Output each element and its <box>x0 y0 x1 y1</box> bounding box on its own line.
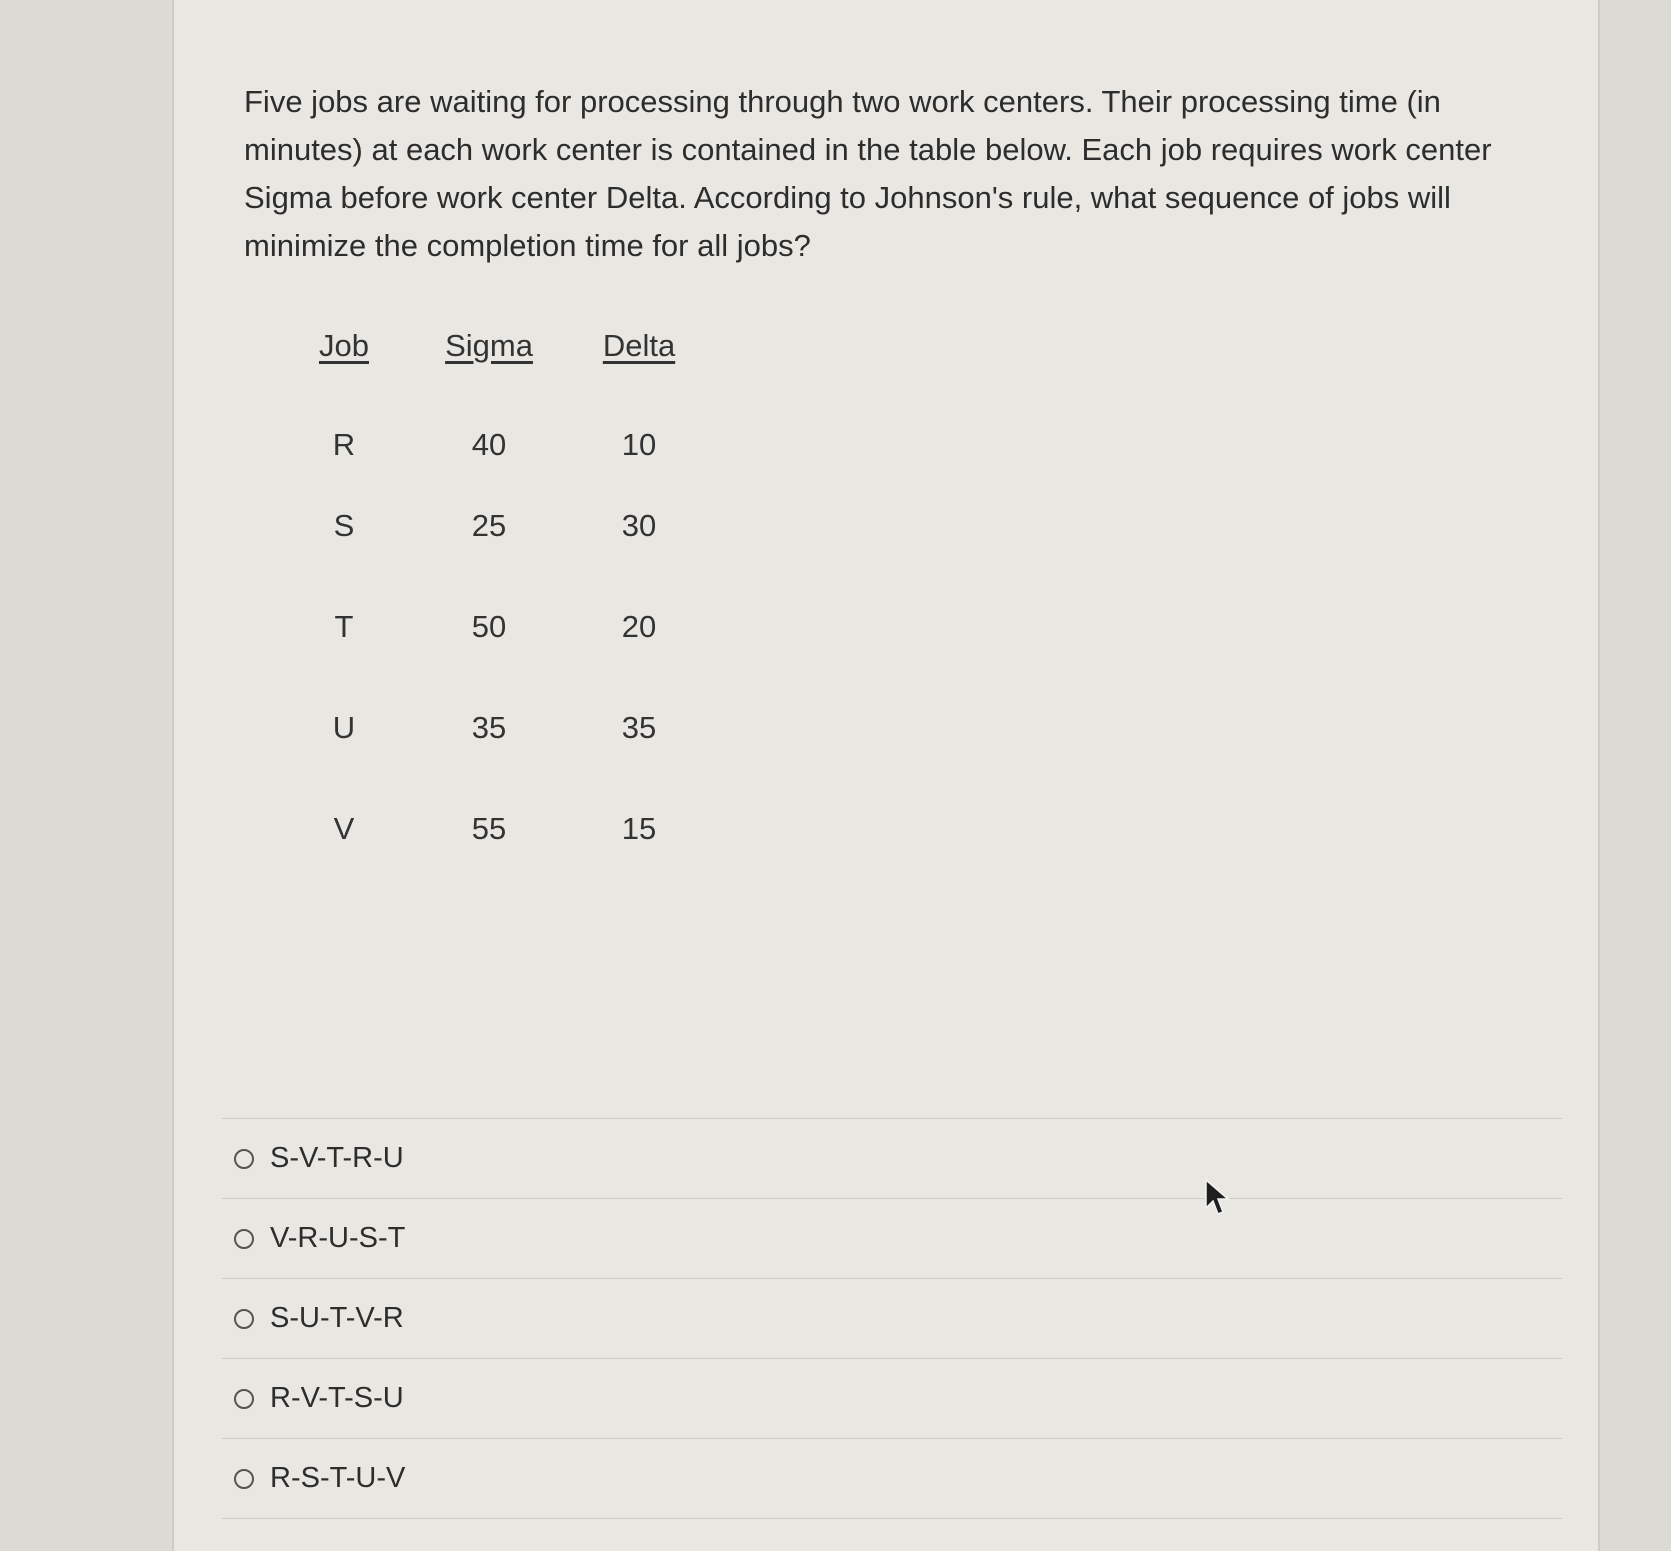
cell-job: S <box>333 507 355 543</box>
cell-delta: 35 <box>621 709 657 745</box>
header-sigma: Sigma <box>445 328 533 363</box>
cell-job: R <box>332 426 356 462</box>
table-row <box>274 374 714 475</box>
option-label: R-S-T-U-V <box>270 1462 406 1494</box>
option-label: S-V-T-R-U <box>270 1142 404 1174</box>
option-label: V-R-U-S-T <box>270 1222 406 1254</box>
cell-job: T <box>334 608 354 644</box>
cell-job: U <box>332 709 356 745</box>
radio-button[interactable] <box>234 1309 254 1329</box>
radio-button[interactable] <box>234 1389 254 1409</box>
option-label: R-V-T-S-U <box>270 1382 404 1414</box>
table-row <box>274 576 714 677</box>
radio-button[interactable] <box>234 1229 254 1249</box>
answer-options <box>222 1118 1562 1519</box>
cell-sigma: 40 <box>471 426 507 462</box>
option-2[interactable] <box>222 1199 1562 1279</box>
header-delta: Delta <box>602 328 676 363</box>
question-panel <box>172 0 1600 1551</box>
table-header-row <box>274 318 714 374</box>
table-row <box>274 677 714 778</box>
table-row <box>274 778 714 879</box>
table-row <box>274 475 714 576</box>
option-5[interactable] <box>222 1439 1562 1519</box>
cell-job: V <box>333 810 355 846</box>
radio-button[interactable] <box>234 1149 254 1169</box>
radio-button[interactable] <box>234 1469 254 1489</box>
header-job: Job <box>319 328 369 363</box>
cell-delta: 10 <box>621 426 657 462</box>
question-text: Five jobs are waiting for processing through two work centers. Their processing time (in minutes) at each work center is contained in the table below. Each job requires work center Sigma before work center Delta. According to Johnson's rule, what sequence of jobs will minimize the completion time for all jobs? <box>244 84 1492 263</box>
cell-delta: 30 <box>621 507 657 543</box>
cell-delta: 20 <box>621 608 657 644</box>
option-1[interactable] <box>222 1119 1562 1199</box>
mouse-pointer-icon <box>1204 1178 1230 1218</box>
option-3[interactable] <box>222 1279 1562 1359</box>
cell-sigma: 35 <box>471 709 507 745</box>
cell-sigma: 25 <box>471 507 507 543</box>
cell-delta: 15 <box>621 810 657 846</box>
cell-sigma: 55 <box>471 810 507 846</box>
cell-sigma: 50 <box>471 608 507 644</box>
option-4[interactable] <box>222 1359 1562 1439</box>
option-label: S-U-T-V-R <box>270 1302 404 1334</box>
processing-time-table <box>274 318 714 879</box>
